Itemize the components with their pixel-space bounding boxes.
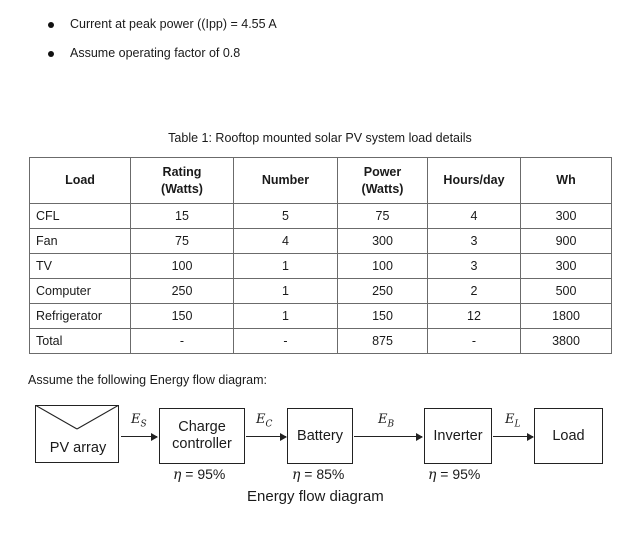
table-cell: 100: [131, 254, 234, 279]
table-row: [30, 329, 612, 354]
header-hours: Hours/day: [428, 158, 521, 204]
bullet-item: Assume operating factor of 0.8: [48, 45, 277, 74]
table-cell: 4: [428, 204, 521, 229]
table-cell: CFL: [30, 204, 131, 229]
table-cell: 5: [234, 204, 338, 229]
table-cell: 1: [234, 254, 338, 279]
bullet-list: [48, 16, 277, 74]
charge-controller-label-1: Charge: [178, 419, 226, 435]
table-cell: 150: [131, 304, 234, 329]
efficiency-battery: η = 85%: [292, 466, 345, 483]
symbol-es: $E_S$: [131, 412, 147, 430]
table-row: [30, 204, 612, 229]
load-box: [534, 408, 603, 464]
table-cell: Refrigerator: [30, 304, 131, 329]
table-cell: 3: [428, 229, 521, 254]
table-cell: 1800: [521, 304, 612, 329]
table-cell: 300: [521, 254, 612, 279]
table-cell: 3800: [521, 329, 612, 354]
battery-label: Battery: [297, 427, 343, 444]
header-number: Number: [234, 158, 338, 204]
table-cell: 150: [338, 304, 428, 329]
arrow-eb: [354, 436, 422, 437]
table-cell: 1: [234, 279, 338, 304]
table-cell: 300: [521, 204, 612, 229]
table-cell: 1: [234, 304, 338, 329]
table-cell: 4: [234, 229, 338, 254]
arrow-ec: [246, 436, 286, 437]
table-cell: Computer: [30, 279, 131, 304]
charge-controller-label-2: controller: [172, 436, 232, 452]
battery-box: [287, 408, 353, 464]
arrow-es: [121, 436, 157, 437]
table-cell: -: [234, 329, 338, 354]
table-row: [30, 254, 612, 279]
header-wh: Wh: [521, 158, 612, 204]
table-cell: 3: [428, 254, 521, 279]
symbol-ec: $E_C$: [256, 412, 273, 430]
table-row: [30, 304, 612, 329]
diagram-caption: Energy flow diagram: [247, 488, 384, 505]
arrow-el: [493, 436, 533, 437]
charge-controller-box: [159, 408, 245, 464]
table-cell: -: [428, 329, 521, 354]
symbol-eb: $E_B$: [378, 412, 395, 430]
header-load: Load: [30, 158, 131, 204]
table-cell: 250: [131, 279, 234, 304]
table-cell: 75: [131, 229, 234, 254]
table-cell: -: [131, 329, 234, 354]
pv-array-label: PV array: [49, 440, 107, 456]
table-cell: 250: [338, 279, 428, 304]
table-cell: 2: [428, 279, 521, 304]
table-cell: 15: [131, 204, 234, 229]
table-row: [30, 279, 612, 304]
table-cell: TV: [30, 254, 131, 279]
bullet-item: Current at peak power ((Ipp) = 4.55 A: [48, 16, 277, 45]
table-cell: 300: [338, 229, 428, 254]
table-header-row: [30, 158, 612, 204]
efficiency-inverter: η = 95%: [428, 466, 481, 483]
table-cell: Total: [30, 329, 131, 354]
load-label: Load: [552, 427, 585, 444]
load-table: [29, 157, 612, 354]
efficiency-charge-controller: η = 95%: [173, 466, 226, 483]
table-cell: 75: [338, 204, 428, 229]
table-cell: 900: [521, 229, 612, 254]
pv-array-box: [35, 405, 119, 463]
table-cell: 500: [521, 279, 612, 304]
inverter-box: [424, 408, 492, 464]
symbol-el: $E_L$: [505, 412, 521, 430]
table-row: [30, 229, 612, 254]
table-cell: 875: [338, 329, 428, 354]
assume-text: Assume the following Energy flow diagram:: [28, 373, 268, 387]
header-power: Power (Watts): [338, 158, 428, 204]
inverter-label: Inverter: [433, 427, 483, 444]
table-cell: 12: [428, 304, 521, 329]
header-rating: Rating (Watts): [131, 158, 234, 204]
table-caption: Table 1: Rooftop mounted solar PV system load details: [168, 131, 472, 145]
table-cell: Fan: [30, 229, 131, 254]
table-cell: 100: [338, 254, 428, 279]
